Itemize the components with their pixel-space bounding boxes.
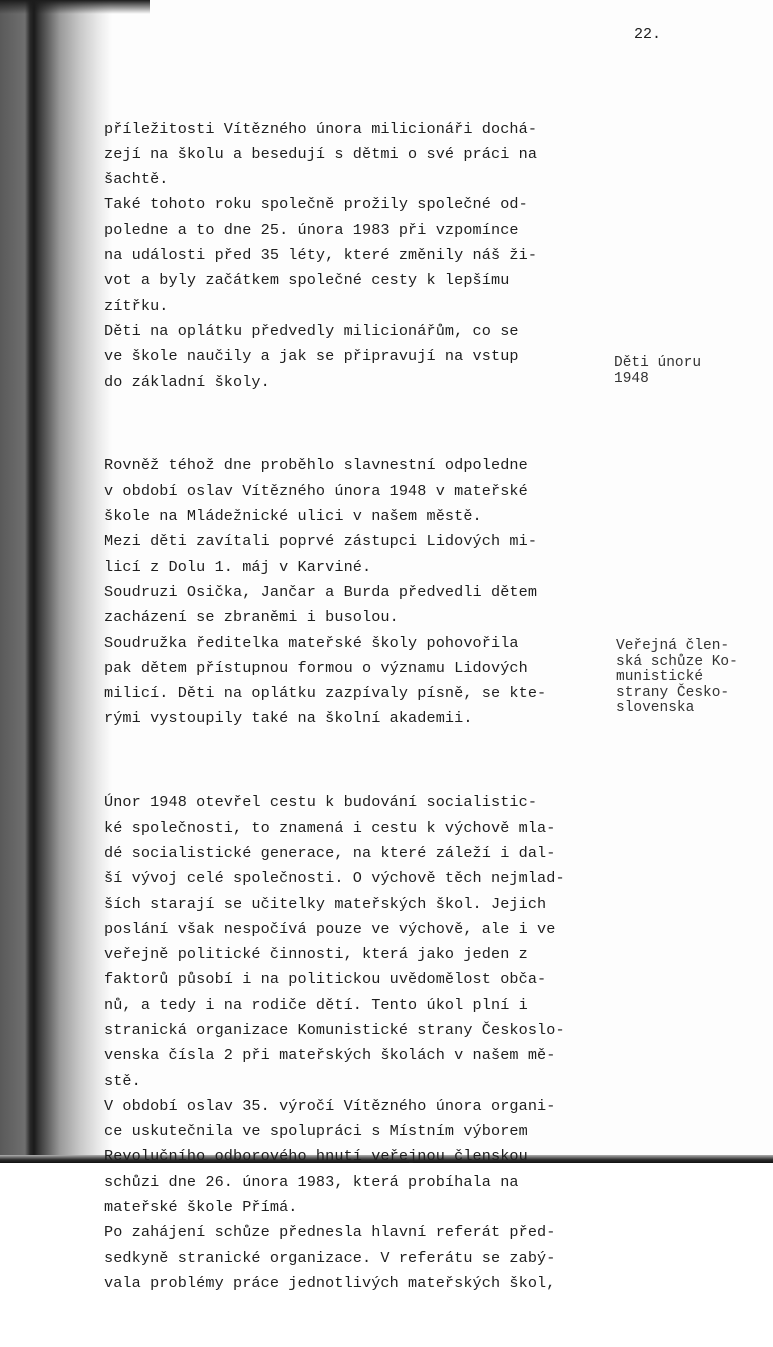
paragraph [104, 453, 604, 731]
binding-shadow [0, 0, 112, 1163]
text-line: stranická organizace Komunistické strany Českoslo- [104, 1020, 565, 1039]
text-line: ké společnosti, to znamená i cestu k výchově mla- [104, 818, 556, 837]
text-line: na události před 35 léty, které změnily náš ži- [104, 246, 538, 265]
text-line: pak dětem přístupnou formou o významu Lidových [104, 658, 528, 677]
text-line: Revolučního odborového hnutí veřejnou členskou [104, 1147, 528, 1166]
text-line: sedkyně stranické organizace. V referátu se zabý- [104, 1248, 556, 1267]
body-text [104, 66, 604, 1347]
text-line: v období oslav Vítězného února 1948 v mateřské [104, 481, 528, 500]
text-line: poslání však nespočívá pouze ve výchově, ale i ve [104, 919, 556, 938]
text-line: škole na Mládežnické ulici v našem městě. [104, 507, 482, 526]
text-line: licí z Dolu 1. máj v Karviné. [104, 557, 372, 576]
text-line: Mezi děti zavítali poprvé zástupci Lidových mi- [104, 532, 538, 551]
text-line: Únor 1948 otevřel cestu k budování socialistic- [104, 793, 538, 812]
margin-note: Veřejná člen- ská schůze Ko- munistické strany Česko- slovenska [616, 638, 738, 716]
text-line: ších starají se učitelky mateřských škol. Jejich [104, 894, 547, 913]
text-line: milicí. Děti na oplátku zazpívaly písně, se kte- [104, 684, 547, 703]
text-line: Děti na oplátku předvedly milicionářům, co se [104, 321, 519, 340]
text-line: Soudruzi Osička, Jančar a Burda předvedli dětem [104, 582, 538, 601]
paragraph [104, 790, 604, 1296]
text-line: Rovněž téhož dne proběhlo slavnestní odpoledne [104, 456, 528, 475]
scan-edge-top [0, 0, 150, 14]
text-line: dé socialistické generace, na které záleží i dal- [104, 843, 556, 862]
paragraph [104, 117, 604, 395]
text-line: vot a byly začátkem společné cesty k lepšímu [104, 271, 510, 290]
text-line: zítřku. [104, 296, 169, 315]
text-line: ce uskutečnila ve spolupráci s Místním výborem [104, 1122, 528, 1141]
text-line: rými vystoupily také na školní akademii. [104, 709, 473, 728]
text-line: poledne a to dne 25. února 1983 při vzpomínce [104, 220, 519, 239]
text-line: ve škole naučily a jak se připravují na vstup [104, 347, 519, 366]
text-line: zacházení se zbraněmi i busolou. [104, 608, 399, 627]
text-line: Také tohoto roku společně prožily společné od- [104, 195, 528, 214]
text-line: veřejně politické činnosti, která jako jeden z [104, 945, 528, 964]
text-line: zejí na školu a besedují s dětmi o své práci na [104, 144, 538, 163]
text-line: vala problémy práce jednotlivých mateřských škol, [104, 1273, 556, 1292]
text-line: do základní školy. [104, 372, 270, 391]
text-line: stě. [104, 1071, 141, 1090]
text-line: nů, a tedy i na rodiče dětí. Tento úkol plní i [104, 995, 528, 1014]
text-line: Soudružka ředitelka mateřské školy pohovořila [104, 633, 519, 652]
text-line: schůzi dne 26. února 1983, která probíhala na [104, 1172, 519, 1191]
text-line: ší vývoj celé společnosti. O výchově těch nejmlad- [104, 869, 565, 888]
text-line: Po zahájení schůze přednesla hlavní referát před- [104, 1223, 556, 1242]
text-line: šachtě. [104, 170, 169, 189]
text-line: příležitosti Vítězného února milicionáři dochá- [104, 119, 538, 138]
text-line: venska čísla 2 při mateřských školách v našem mě- [104, 1046, 556, 1065]
margin-note: Děti únoru 1948 [614, 355, 702, 387]
text-line: mateřské škole Přímá. [104, 1198, 298, 1217]
text-line: V období oslav 35. výročí Vítězného února organi- [104, 1096, 556, 1115]
text-line: faktorů působí i na politickou uvědomělost obča- [104, 970, 547, 989]
page-number: 22. [634, 26, 662, 43]
